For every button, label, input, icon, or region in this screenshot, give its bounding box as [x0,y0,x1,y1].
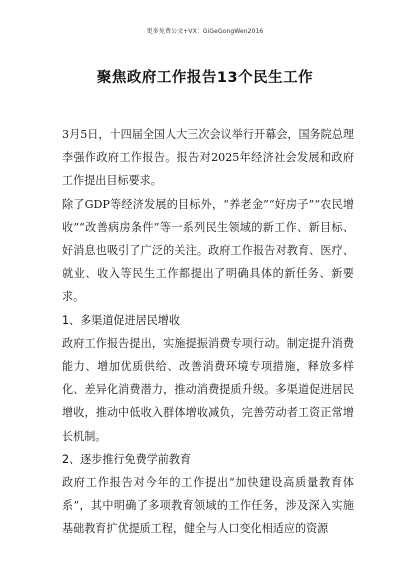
paragraph-intro: 3月5日，十四届全国人大三次会议举行开幕会，国务院总理李强作政府工作报告。报告对2025年经济社会发展和政府工作提出目标要求。 [62,128,354,188]
paragraph-income: 政府工作报告提出，实施提振消费专项行动。制定提升消费能力、增加优质供给、改善消费环境专项措施，释放多样化、差异化消费潜力，推动消费提质升级。多渠道促进居民增收，推动中低收入群体增收减负，完善劳动者工资正常增长机制。 [62,336,354,443]
paragraph-preschool: 政府工作报告对今年的工作提出“加快建设高质量教育体系”，其中明确了多项教育领域的工作任务，涉及深入实施基础教育扩优提质工程，健全与人口变化相适应的资源 [62,476,354,536]
paragraph-overview: 除了GDP等经济发展的目标外，“养老金”“好房子”“农民增收”“改善病房条件”等一系列民生领域的新工作、新目标、好消息也吸引了广泛的关注。政府工作报告对教育、医疗、就业、收入等民生工作都提出了明确具体的新任务、新要求。 [62,197,354,304]
section-heading-income: 1、多渠道促进居民增收 [62,313,180,327]
document-body [62,123,354,541]
document-title: 聚焦政府工作报告13个民生工作 [96,70,314,86]
header-note: 更多免费公文+VX：GiGeGongWen2016 [146,28,264,35]
section-heading-preschool: 2、逐步推行免费学前教育 [62,452,192,466]
